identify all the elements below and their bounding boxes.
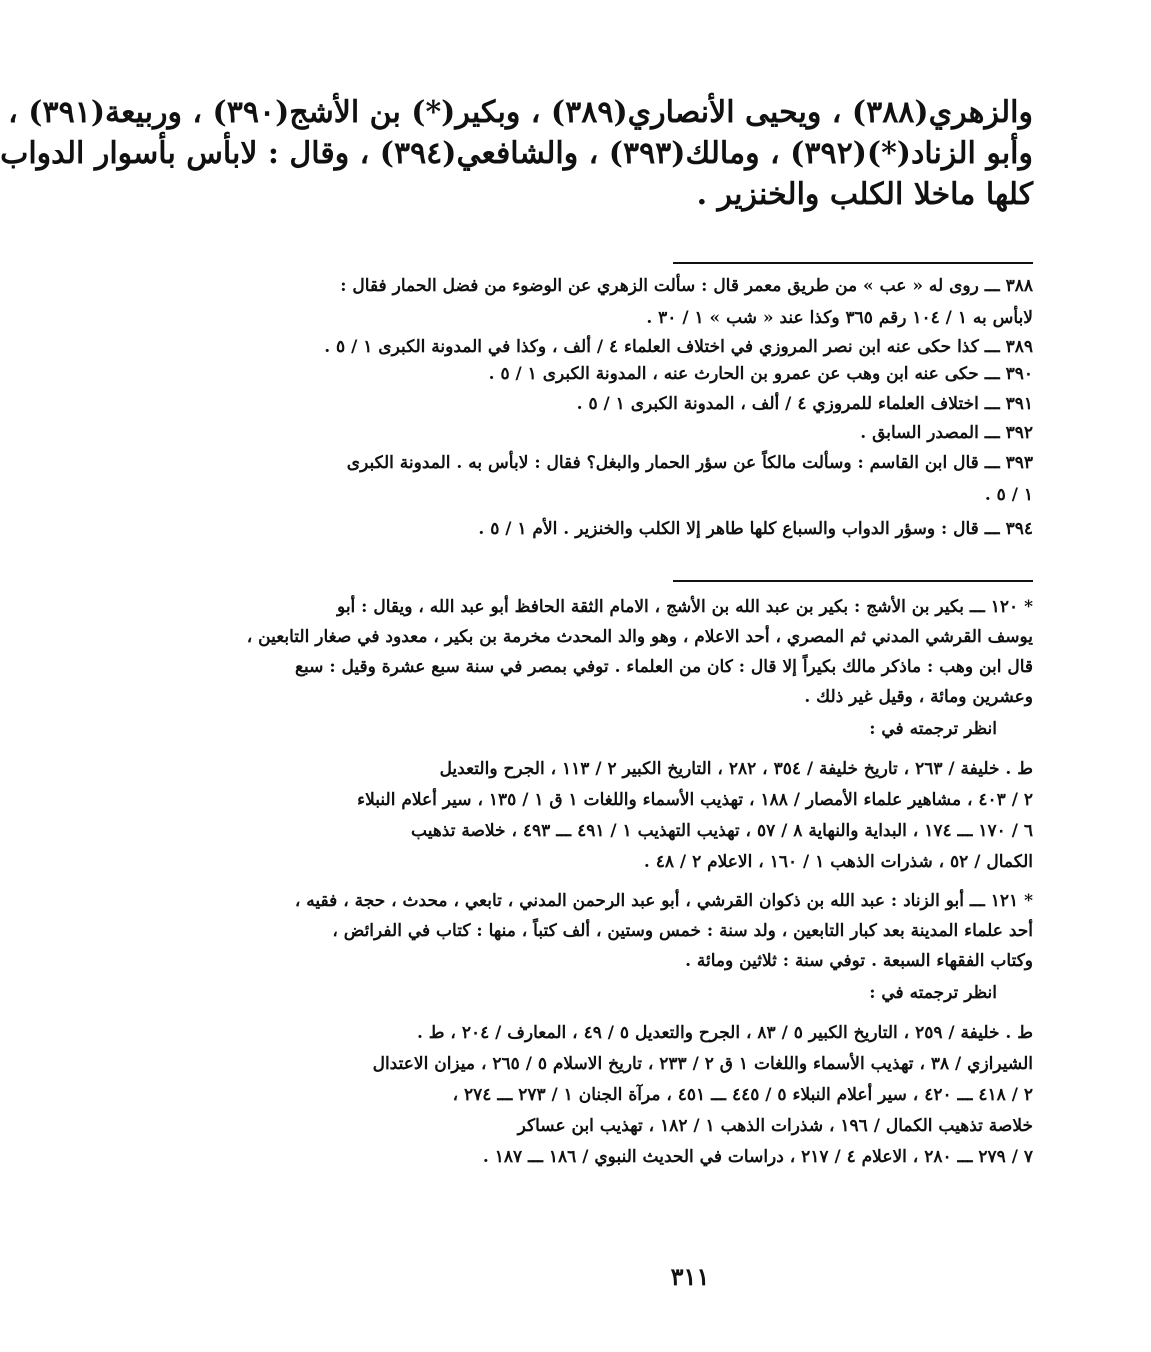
main-text <box>0 92 1033 215</box>
reference-line: الشيرازي / ٣٨ ، تهذيب الأسماء واللغات ١ ق ٢ / ٢٣٣ ، تاريخ الاسلام ٥ / ٢٦٥ ، ميزان الاعتدال <box>372 1054 1033 1074</box>
footnote-392: ٣٩٢ ـــ المصدر السابق . <box>860 423 1033 443</box>
biographies <box>246 592 1033 1173</box>
footnote-394: ٣٩٤ ـــ قال : وسؤر الدواب والسباع كلها طاهر إلا الكلب والخنزير . الأم ١ / ٥ . <box>478 519 1033 539</box>
see-translation-label: انظر ترجمته في : <box>869 983 997 1003</box>
biography-line: * ١٢٠ ـــ بكير بن الأشج : بكير بن عبد الله بن الأشج ، الامام الثقة الحافظ أبو عبد الله ، ويقال : أبو <box>337 597 1033 617</box>
biography-121 <box>294 886 1033 1173</box>
footnote-390: ٣٩٠ ـــ حكى عنه ابن وهب عن عمرو بن الحارث عنه ، المدونة الكبرى ١ / ٥ . <box>488 364 1033 384</box>
biography-line: وعشرين ومائة ، وقيل غير ذلك . <box>804 687 1033 707</box>
reference-line: الكمال / ٥٢ ، شذرات الذهب ١ / ١٦٠ ، الاعلام ٢ / ٤٨ . <box>643 852 1033 872</box>
biography-120 <box>246 592 1033 878</box>
footnote-393-cont: ١ / ٥ . <box>984 485 1033 505</box>
main-text-line: وأبو الزناد(*)(٣٩٢) ، ومالك(٣٩٣) ، والشافعي(٣٩٤) ، وقال : لابأس بأسوار الدواب <box>0 136 1033 171</box>
reference-line: خلاصة تذهيب الكمال / ١٩٦ ، شذرات الذهب ١ / ١٨٢ ، تهذيب ابن عساكر <box>517 1116 1033 1136</box>
reference-line: ٢ / ٤٠٣ ، مشاهير علماء الأمصار / ١٨٨ ، تهذيب الأسماء واللغات ١ ق ١ / ١٣٥ ، سير أعلام النبلاء <box>357 790 1033 810</box>
main-text-line: كلها ماخلا الكلب والخنزير . <box>696 177 1033 212</box>
footnote-389: ٣٨٩ ـــ كذا حكى عنه ابن نصر المروزي في اختلاف العلماء ٤ / ألف ، وكذا في المدونة الكبرى ١ / ٥ . <box>324 337 1033 357</box>
page-number: ٣١١ <box>670 1262 710 1291</box>
biography-line: يوسف القرشي المدني ثم المصري ، أحد الاعلام ، وهو والد المحدث مخرمة بن بكير ، معدود في صغار التابعين ، <box>246 627 1033 647</box>
footnote-388-cont: لابأس به ١ / ١٠٤ رقم ٣٦٥ وكذا عند « شب » ١ / ٣٠ . <box>646 308 1033 328</box>
biography-line: * ١٢١ ـــ أبو الزناد : عبد الله بن ذكوان القرشي ، أبو عبد الرحمن المدني ، تابعي ، محدث ، حجة ، فقيه ، <box>294 891 1033 911</box>
reference-line: ٢ / ٤١٨ ـــ ٤٢٠ ، سير أعلام النبلاء ٥ / ٤٤٥ ـــ ٤٥١ ، مرآة الجنان ١ / ٢٧٣ ـــ ٢٧٤ ، <box>452 1085 1033 1105</box>
reference-line: ط . خليفة / ٢٥٩ ، التاريخ الكبير ٥ / ٨٣ ، الجرح والتعديل ٥ / ٤٩ ، المعارف / ٢٠٤ ، ط . <box>416 1023 1033 1043</box>
biography-line: قال ابن وهب : ماذكر مالك بكيراً إلا قال : كان من العلماء . توفي بمصر في سنة سبع عشرة وقيل : سبع <box>294 657 1033 677</box>
reference-line: ٦ / ١٧٠ ـــ ١٧٤ ، البداية والنهاية ٨ / ٥٧ ، تهذيب التهذيب ١ / ٤٩١ ـــ ٤٩٣ ، خلاصة تذهيب <box>411 821 1033 841</box>
biography-line: أحد علماء المدينة بعد كبار التابعين ، ولد سنة : خمس وستين ، ألف كتباً ، منها : كتاب في الفرائض ، <box>332 921 1033 941</box>
footnote-391: ٣٩١ ـــ اختلاف العلماء للمروزي ٤ / ألف ، المدونة الكبرى ١ / ٥ . <box>576 394 1033 414</box>
see-translation-label: انظر ترجمته في : <box>869 719 997 739</box>
footnote-separator <box>673 262 1033 264</box>
main-text-line: والزهري(٣٨٨) ، ويحيى الأنصاري(٣٨٩) ، وبكير(*) بن الأشج(٣٩٠) ، وربيعة(٣٩١) ، <box>8 95 1033 130</box>
reference-line: ط . خليفة / ٢٦٣ ، تاريخ خليفة / ٣٥٤ ، ٢٨٢ ، التاريخ الكبير ٢ / ١١٣ ، الجرح والتعديل <box>439 759 1033 779</box>
footnote-393: ٣٩٣ ـــ قال ابن القاسم : وسألت مالكاً عن سؤر الحمار والبغل؟ فقال : لابأس به . المدونة الكبرى <box>346 453 1033 473</box>
footnote-388: ٣٨٨ ـــ روى له « عب » من طريق معمر قال : سألت الزهري عن الوضوء من فضل الحمار فقال : <box>340 276 1033 296</box>
reference-line: ٧ / ٢٧٩ ـــ ٢٨٠ ، الاعلام ٤ / ٢١٧ ، دراسات في الحديث النبوي / ١٨٦ ـــ ١٨٧ . <box>482 1147 1033 1167</box>
biography-line: وكتاب الفقهاء السبعة . توفي سنة : ثلاثين ومائة . <box>685 951 1033 971</box>
biography-separator <box>673 580 1033 582</box>
footnotes <box>324 270 1033 547</box>
